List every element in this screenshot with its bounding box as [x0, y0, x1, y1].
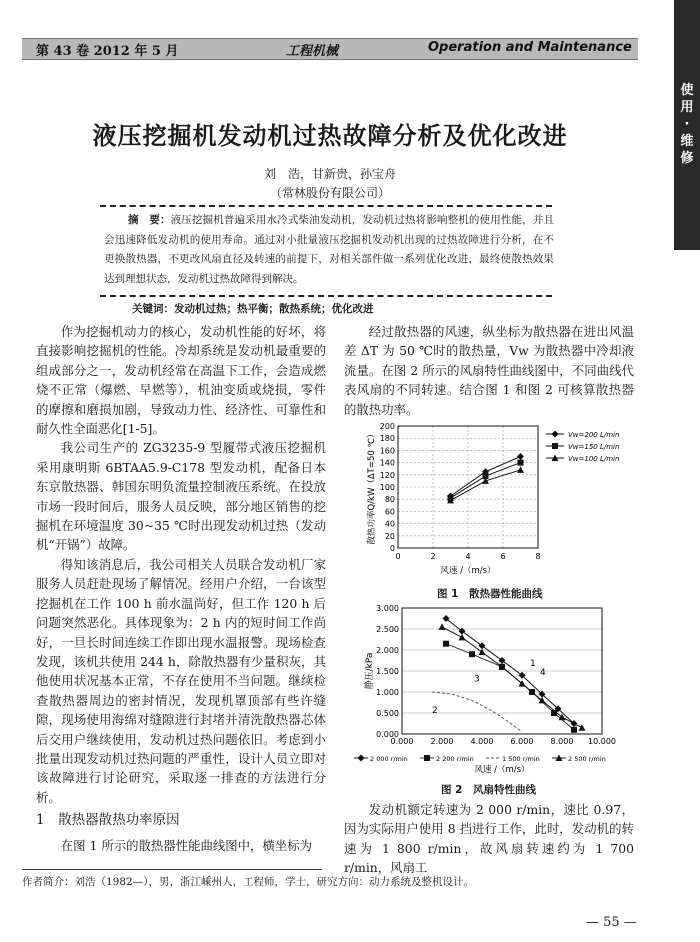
figure-2-caption: 图 2 风扇特性曲线 [441, 784, 536, 796]
keywords [132, 301, 374, 316]
legend-label: Vw=200 L/min [568, 431, 620, 439]
paragraph: 我公司生产的 ZG3235-9 型履带式液压挖掘机采用康明斯 6BTAA5.9-C178 型发动机，配备日本东京散热器、韩国东明负流量控制液压系统。在投放市场一段时间后，服务人员反映，部分地区销售的挖掘机在环境温度 30~35 ℃时出现发动机过热（发动机“开锅”）故障。 [36, 440, 326, 553]
legend-label: 2 500 r/min [568, 755, 606, 763]
legend-label: 2 200 r/min [436, 755, 474, 763]
section-heading: 1 散热器散热功率原因 [36, 812, 180, 828]
x-tick-label: 6 [500, 552, 506, 561]
side-tab-label: 使用·维修 [680, 83, 694, 166]
abstract [104, 211, 554, 289]
paragraph: 作为挖掘机动力的核心，发动机性能的好坏，将直接影响挖掘机的性能。冷却系统是发动机最重要的组成部分之一，发动机经常在高温下工作，会造成燃烧不正常（爆燃、早燃等），机油变质或烧损，零件的摩擦和磨损加剧，导致动力性、经济性、可靠性和耐久性全面恶化[1-5]。 [36, 324, 326, 437]
abstract-label: 摘 要： [128, 214, 171, 226]
x-tick-label: 10.000 [588, 737, 616, 746]
keywords-text: 发动机过热；热平衡；散热系统；优化改进 [174, 303, 374, 315]
y-tick-label: 0.500 [376, 709, 399, 718]
y-tick-label: 2.000 [376, 646, 399, 655]
x-tick-label: 4.000 [470, 737, 494, 746]
y-tick-label: 1.000 [376, 688, 399, 697]
data-point [479, 649, 486, 656]
data-point [439, 623, 446, 630]
affiliation: （常林股份有限公司） [269, 186, 390, 200]
y-tick-label: 120 [379, 470, 395, 480]
y-tick-label: 160 [379, 446, 395, 456]
legend-label: 1 500 r/min [502, 755, 540, 763]
legend-marker [552, 431, 559, 438]
x-axis-label: 风速 /（m/s） [440, 566, 496, 576]
figure-1-chart [350, 418, 640, 578]
figure-2-chart [350, 598, 640, 778]
y-tick-label: 0 [389, 544, 395, 553]
x-tick-label: 0.000 [390, 737, 414, 746]
paragraph: 发动机额定转速为 2 000 r/min，速比 0.97，因为实际用户使用 8 挡进行工作，此时，发动机的转速为 1 800 r/min，故风扇转速约为 1 700 r/min，风扇工 [344, 802, 634, 876]
y-tick-label: 2.500 [376, 625, 399, 634]
y-tick-label: 200 [379, 422, 395, 431]
curve-label: 1 [530, 658, 536, 669]
x-tick-label: 8 [535, 552, 541, 561]
y-tick-label: 1.500 [376, 667, 399, 676]
footnote: 作者简介：刘浩（1982—），男，浙江嵊州人，工程师，学士，研究方向：动力系统及整机设计。 [22, 876, 474, 888]
data-point [499, 657, 506, 664]
paragraph: 得知该消息后，我公司相关人员联合发动机厂家服务人员赶赴现场了解情况。经用户介绍，一台该型挖掘机在工作 100 h 前水温尚好，但工作 120 h 后问题突然恶化。具体现象为：2 h 内的短时间工作尚好，一旦长时间连续工作即出现水温报警。现场检查发现，该机共使用 244 h，除散热器有少量积灰，其他使用状况基本正常，不存在使用不当问题。继续检查散热器周边的密封情况，发现机罩顶部有些许缝隙，现场使用海绵对缝隙进行封堵并清洗散热器芯体后交用户继续使用，发动机过热问题依旧。考虑到小批量出现发动机过热问题的严重性，设计人员立即对该故障进行讨论研究，采取逐一排查的方法进行分析。 [36, 556, 326, 805]
data-point [459, 634, 466, 641]
x-tick-label: 0 [395, 552, 401, 561]
data-point [518, 460, 524, 466]
x-tick-label: 4 [465, 552, 471, 561]
keywords-label: 关键词： [132, 303, 174, 315]
legend-label: Vw=100 L/min [568, 455, 620, 463]
curve-label: 4 [540, 668, 546, 679]
paragraph: 在图 1 所示的散热器性能曲线图中，横坐标为 [60, 838, 312, 853]
x-tick-label: 2 [430, 552, 436, 561]
y-tick-label: 0.000 [376, 730, 399, 739]
y-tick-label: 20 [384, 531, 395, 541]
right-column-top [344, 322, 634, 419]
article-title: 液压挖掘机发动机过热故障分析及优化改进 [92, 122, 568, 150]
series-line [442, 627, 582, 728]
data-point [579, 724, 586, 731]
curve-label: 2 [432, 706, 438, 716]
y-axis-label: 散热功率Q/kW（ΔT=50 ℃） [367, 429, 377, 545]
y-tick-label: 180 [379, 434, 395, 444]
legend-label: 2 000 r/min [370, 755, 408, 763]
data-point [517, 453, 524, 460]
header-section: Operation and Maintenance [428, 40, 632, 55]
y-tick-label: 80 [384, 495, 395, 505]
y-tick-label: 100 [379, 483, 395, 492]
y-tick-label: 40 [384, 519, 395, 529]
paragraph: 经过散热器的风速，纵坐标为散热器在进出风温差 ΔT 为 50 ℃时的散热量，Vw 为散热器中冷却液流量。在图 2 所示的风扇特性曲线图中，不同曲线代表风扇的不同转速。结合图 1 和图 2 可核算散热器的散热功率。 [344, 324, 634, 417]
legend-marker [358, 755, 365, 762]
legend-label: Vw=150 L/min [568, 443, 620, 451]
authors: 刘 浩，甘新贵，孙宝舟 [263, 167, 396, 181]
data-point [571, 727, 577, 733]
series-line [446, 644, 574, 730]
header-journal: 工程机械 [286, 44, 339, 59]
legend-marker [424, 755, 430, 761]
data-point [517, 466, 524, 473]
data-point [443, 641, 449, 647]
data-point [469, 651, 475, 657]
x-tick-label: 6.000 [510, 737, 534, 746]
left-column-end [36, 836, 326, 855]
y-tick-label: 60 [384, 507, 395, 517]
series-line [432, 692, 522, 732]
y-tick-label: 3.000 [376, 604, 399, 613]
header-issue: 第 43 卷 2012 年 5 月 [36, 44, 179, 59]
footnote-divider [22, 869, 322, 870]
page-number: — 55 — [586, 915, 637, 930]
x-tick-label: 8.000 [550, 737, 574, 746]
right-column-bottom [344, 800, 634, 878]
data-point [479, 642, 486, 649]
x-tick-label: 2.000 [430, 737, 454, 746]
y-tick-label: 140 [379, 458, 395, 468]
figure-1-caption: 图 1 散热器性能曲线 [437, 588, 543, 600]
abstract-text: 液压挖掘机普遍采用水冷式柴油发动机，发动机过热将影响整机的使用性能，并且会迅速降低发动机的使用寿命。通过对小批量液压挖掘机发动机出现的过热故障进行分析，在不更换散热器，不更改风扇直径及转速的前提下，对相关部件做一系列优化改进，最终使散热效果达到理想状态，发动机过热故障得到解决。 [104, 214, 555, 285]
side-tab [674, 0, 700, 250]
legend-marker [552, 443, 558, 449]
curve-label: 3 [474, 674, 480, 685]
left-column [36, 322, 326, 807]
y-axis-label: 静压/kPa [365, 652, 375, 690]
x-axis-label: 风速 /（m/s） [474, 765, 530, 775]
